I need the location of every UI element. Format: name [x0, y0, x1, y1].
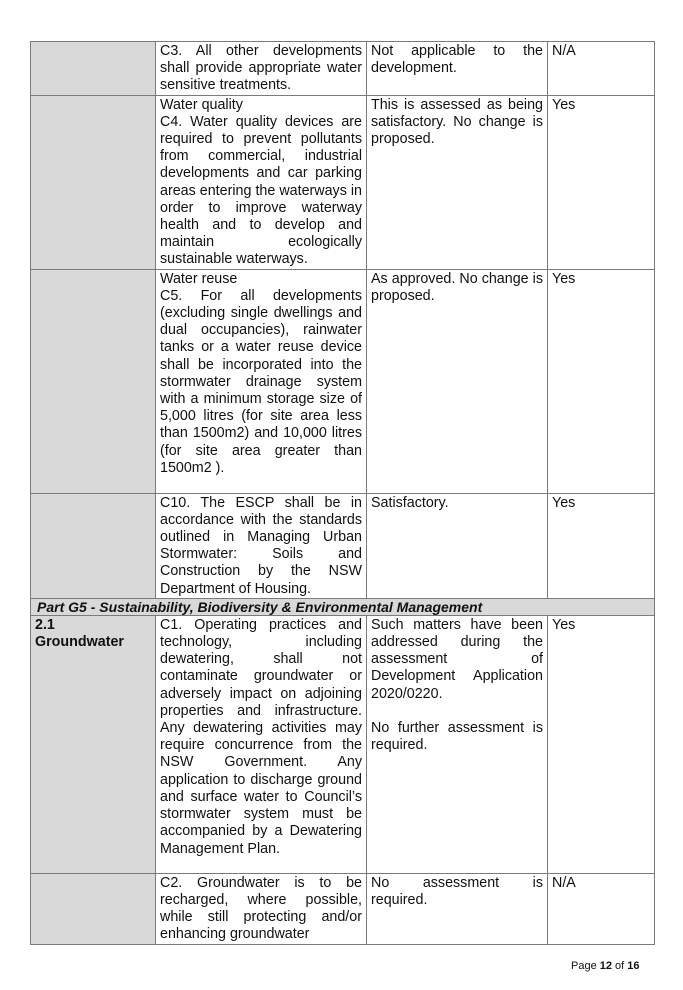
compliance-cell — [548, 615, 655, 873]
assessment-cell — [367, 493, 548, 598]
table-row — [31, 615, 655, 873]
page-number: 12 — [599, 960, 612, 972]
assessment-text: This is assessed as being satisfactory. No change is proposed. — [371, 96, 543, 148]
compliance-cell — [548, 42, 655, 96]
control-heading: Water reuse — [160, 270, 238, 287]
page-label: Page — [571, 960, 600, 972]
assessment-cell — [367, 269, 548, 493]
control-cell — [156, 95, 367, 269]
compliance-table — [30, 41, 655, 945]
clause-cell — [31, 493, 156, 598]
assessment-text: Not applicable to the development. — [371, 43, 543, 77]
section-row — [31, 598, 655, 615]
clause-number: 2.1 — [35, 616, 55, 633]
compliance-text: Yes — [552, 270, 576, 287]
control-text: C3. All other developments shall provide appropriate water sensitive treatments. — [160, 43, 362, 94]
compliance-cell — [548, 95, 655, 269]
compliance-text: N/A — [552, 43, 576, 59]
clause-title: Groundwater — [35, 634, 124, 651]
table-row — [31, 873, 655, 944]
assessment-cell — [367, 95, 548, 269]
control-text: C5. For all developments (excluding single dwellings and dual occupancies), rainwater tanks or a water reuse device shall be incorporated into the stormwater drainage system with a minimum storage size of 5,000 litres (for site area less than 1500m2) and 10,000 litres (for site area greater than 1500m2 ). — [160, 287, 362, 476]
compliance-text: Yes — [552, 494, 576, 511]
clause-cell — [31, 269, 156, 493]
table-row — [31, 269, 655, 493]
control-text: C10. The ESCP shall be in accordance with the standards outlined in Managing Urban Stormwater: Soils and Construction by the NSW Department of Housing. — [160, 494, 362, 597]
control-text: C2. Groundwater is to be recharged, where possible, while still protecting and/or enhancing groundwater — [160, 874, 362, 943]
control-cell — [156, 42, 367, 96]
control-heading: Water quality — [160, 96, 243, 113]
compliance-text: N/A — [552, 874, 576, 891]
control-text: C1. Operating practices and technology, including dewatering, shall not contaminate groundwater or adversely impact on adjoining properties and infrastructure. Any dewatering activities may require concurrence from the NSW Government. Any application to discharge ground and surface water to Council’s stormwater system must be accompanied by a Dewatering Management Plan. — [160, 616, 362, 857]
clause-cell — [31, 615, 156, 873]
clause-cell — [31, 95, 156, 269]
compliance-cell — [548, 269, 655, 493]
compliance-text: Yes — [552, 96, 576, 113]
control-cell — [156, 873, 367, 944]
table-row — [31, 493, 655, 598]
table-row — [31, 42, 655, 96]
control-cell — [156, 615, 367, 873]
control-cell — [156, 493, 367, 598]
assessment-cell — [367, 615, 548, 873]
assessment-text: No further assessment is required. — [371, 719, 543, 754]
page-total: 16 — [627, 960, 640, 972]
control-cell — [156, 269, 367, 493]
assessment-cell — [367, 42, 548, 96]
clause-cell — [31, 873, 156, 944]
compliance-cell — [548, 493, 655, 598]
table-row — [31, 95, 655, 269]
control-text: C4. Water quality devices are required to prevent pollutants from commercial, industrial developments and car parking areas entering the waterways in order to improve waterway health and to develop and maintain ecologically sustainable waterways. — [160, 113, 362, 268]
assessment-text: Satisfactory. — [371, 494, 449, 511]
section-heading: Part G5 - Sustainability, Biodiversity & Environmental Management — [31, 598, 655, 615]
assessment-text: As approved. No change is proposed. — [371, 270, 543, 304]
page-footer — [571, 960, 640, 972]
assessment-cell — [367, 873, 548, 944]
clause-cell — [31, 42, 156, 96]
assessment-text: Such matters have been addressed during the assessment of Development Application 2020/0220. — [371, 616, 543, 702]
page-of-label: of — [612, 960, 628, 972]
compliance-cell — [548, 873, 655, 944]
assessment-text: No assessment is required. — [371, 874, 543, 909]
compliance-text: Yes — [552, 616, 576, 633]
